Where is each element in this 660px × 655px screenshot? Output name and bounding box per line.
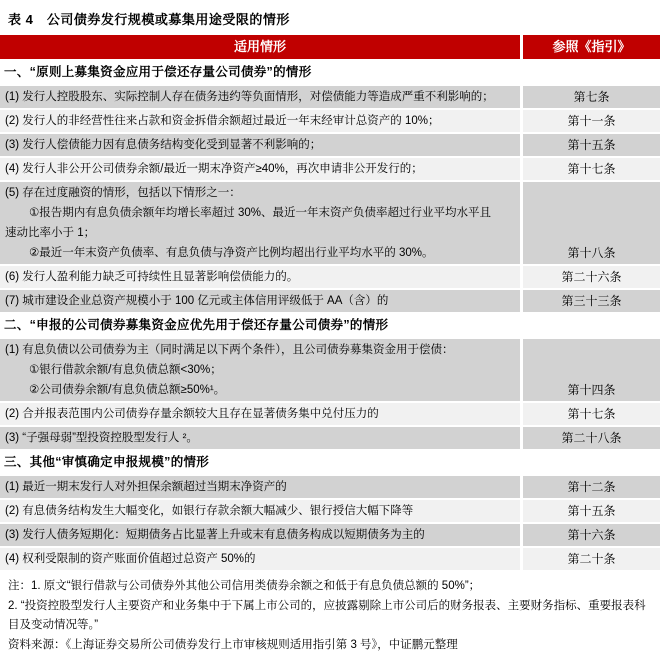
table-row — [0, 339, 660, 401]
section-heading-1: 一、“原则上募集资金应用于偿还存量公司债券”的情形 — [0, 61, 660, 84]
reference-cell: 第十七条 — [523, 158, 660, 180]
situation-cell — [0, 86, 520, 108]
table-row — [0, 290, 660, 312]
reference-cell: 第三十三条 — [523, 290, 660, 312]
situation-text-line: (3) “子强母弱”型投资控股型发行人 ²。 — [5, 432, 198, 444]
table-row — [0, 427, 660, 449]
table-row — [0, 524, 660, 546]
situation-text-line: (1) 有息负债以公司债券为主（同时满足以下两个条件），且公司债券募集资金用于偿债： — [5, 344, 454, 356]
section-heading-3: 三、其他“审慎确定申报规模”的情形 — [0, 451, 660, 474]
reference-cell: 第二十六条 — [523, 266, 660, 288]
situation-text-line: 速动比率小于 1； — [5, 227, 96, 239]
table-title: 表 4 公司债券发行规模或募集用途受限的情形 — [8, 12, 290, 27]
situation-text-line: (4) 权利受限制的资产账面价值超过总资产 50%的 — [5, 553, 256, 565]
reference-cell: 第十五条 — [523, 134, 660, 156]
situation-text-line: (3) 发行人债务短期化：短期债务占比显著上升或末有息债务构成以短期债务为主的 — [5, 529, 425, 541]
situation-cell — [0, 427, 520, 449]
situation-cell — [0, 266, 520, 288]
table-row — [0, 134, 660, 156]
note-line-2: 2. “投资控股型发行人主要资产和业务集中于下属上市公司的，应披露剔除上市公司后的财务报表、主要财务指标、重要报表科目及变动情况等。” — [8, 600, 646, 631]
table-row — [0, 182, 660, 264]
table-row — [0, 266, 660, 288]
situation-text-line: ②公司债券余额/有息负债总额≥50%¹。 — [29, 384, 226, 396]
situation-cell — [0, 548, 520, 570]
situation-cell — [0, 339, 520, 401]
situation-text-line: (2) 发行人的非经营性往来占款和资金拆借余额超过最近一年末经审计总资产的 10%； — [5, 115, 440, 127]
situation-text-line: (2) 合并报表范围内公司债券存量余额较大且存在显著债务集中兑付压力的 — [5, 408, 379, 420]
situation-cell — [0, 476, 520, 498]
situation-cell — [0, 182, 520, 264]
table-row — [0, 403, 660, 425]
situation-text-line: (1) 发行人控股股东、实际控制人存在债务违约等负面情形，对偿债能力等造成严重不利影响的； — [5, 91, 494, 103]
section-heading-2: 二、“申报的公司债券募集资金应优先用于偿还存量公司债券”的情形 — [0, 314, 660, 337]
situation-text-line: (1) 最近一期末发行人对外担保余额超过当期末净资产的 — [5, 481, 287, 493]
situation-cell — [0, 158, 520, 180]
situation-text-line: (3) 发行人偿债能力因有息债务结构变化受到显著不利影响的； — [5, 139, 322, 151]
table-body — [0, 61, 660, 570]
situation-text-line: (6) 发行人盈利能力缺乏可持续性且显著影响偿债能力的。 — [5, 271, 299, 283]
situation-text-line: (2) 有息债务结构发生大幅变化，如银行存款余额大幅减少、银行授信大幅下降等 — [5, 505, 414, 517]
table-row — [0, 476, 660, 498]
header-cell-situation: 适用情形 — [0, 35, 520, 59]
situation-text-line: ①报告期内有息负债余额年均增长率超过 30%、最近一年末资产负债率超过行业平均水平且 — [29, 207, 492, 219]
note-line-1: 注：1. 原文“银行借款与公司债券外其他公司信用类债券余额之和低于有息负债总额的 50%”； — [8, 580, 481, 592]
reference-cell: 第十八条 — [523, 182, 660, 264]
situation-cell — [0, 500, 520, 522]
table-row — [0, 548, 660, 570]
notes-block — [0, 572, 660, 655]
situation-text-line: (4) 发行人非公开公司债券余额/最近一期末净资产≥40%，再次申请非公开发行的； — [5, 163, 423, 175]
header-cell-reference: 参照《指引》 — [523, 35, 660, 59]
table-row — [0, 158, 660, 180]
reference-cell: 第十六条 — [523, 524, 660, 546]
reference-cell: 第十一条 — [523, 110, 660, 132]
table-row — [0, 110, 660, 132]
situation-cell — [0, 110, 520, 132]
situation-cell — [0, 134, 520, 156]
situation-text-line: ①银行借款余额/有息负债总额<30%； — [29, 364, 222, 376]
reference-cell: 第二十条 — [523, 548, 660, 570]
reference-cell: 第十五条 — [523, 500, 660, 522]
situation-cell — [0, 524, 520, 546]
situation-cell — [0, 403, 520, 425]
situation-text-line: (5) 存在过度融资的情形，包括以下情形之一： — [5, 187, 241, 199]
situation-cell — [0, 290, 520, 312]
reference-cell: 第十四条 — [523, 339, 660, 401]
reference-cell: 第十二条 — [523, 476, 660, 498]
reference-cell: 第二十八条 — [523, 427, 660, 449]
reference-cell: 第十七条 — [523, 403, 660, 425]
reference-cell: 第七条 — [523, 86, 660, 108]
source-line: 资料来源：《上海证券交易所公司债券发行上市审核规则适用指引第 3 号》，中证鹏元整理 — [8, 639, 458, 651]
situation-text-line: ②最近一年末资产负债率、有息负债与净资产比例均超出行业平均水平的 30%。 — [29, 247, 434, 259]
table-header-row — [0, 35, 660, 59]
table-row — [0, 500, 660, 522]
restriction-table — [0, 35, 660, 570]
situation-text-line: (7) 城市建设企业总资产规模小于 100 亿元或主体信用评级低于 AA（含）的 — [5, 295, 389, 307]
table-row — [0, 86, 660, 108]
